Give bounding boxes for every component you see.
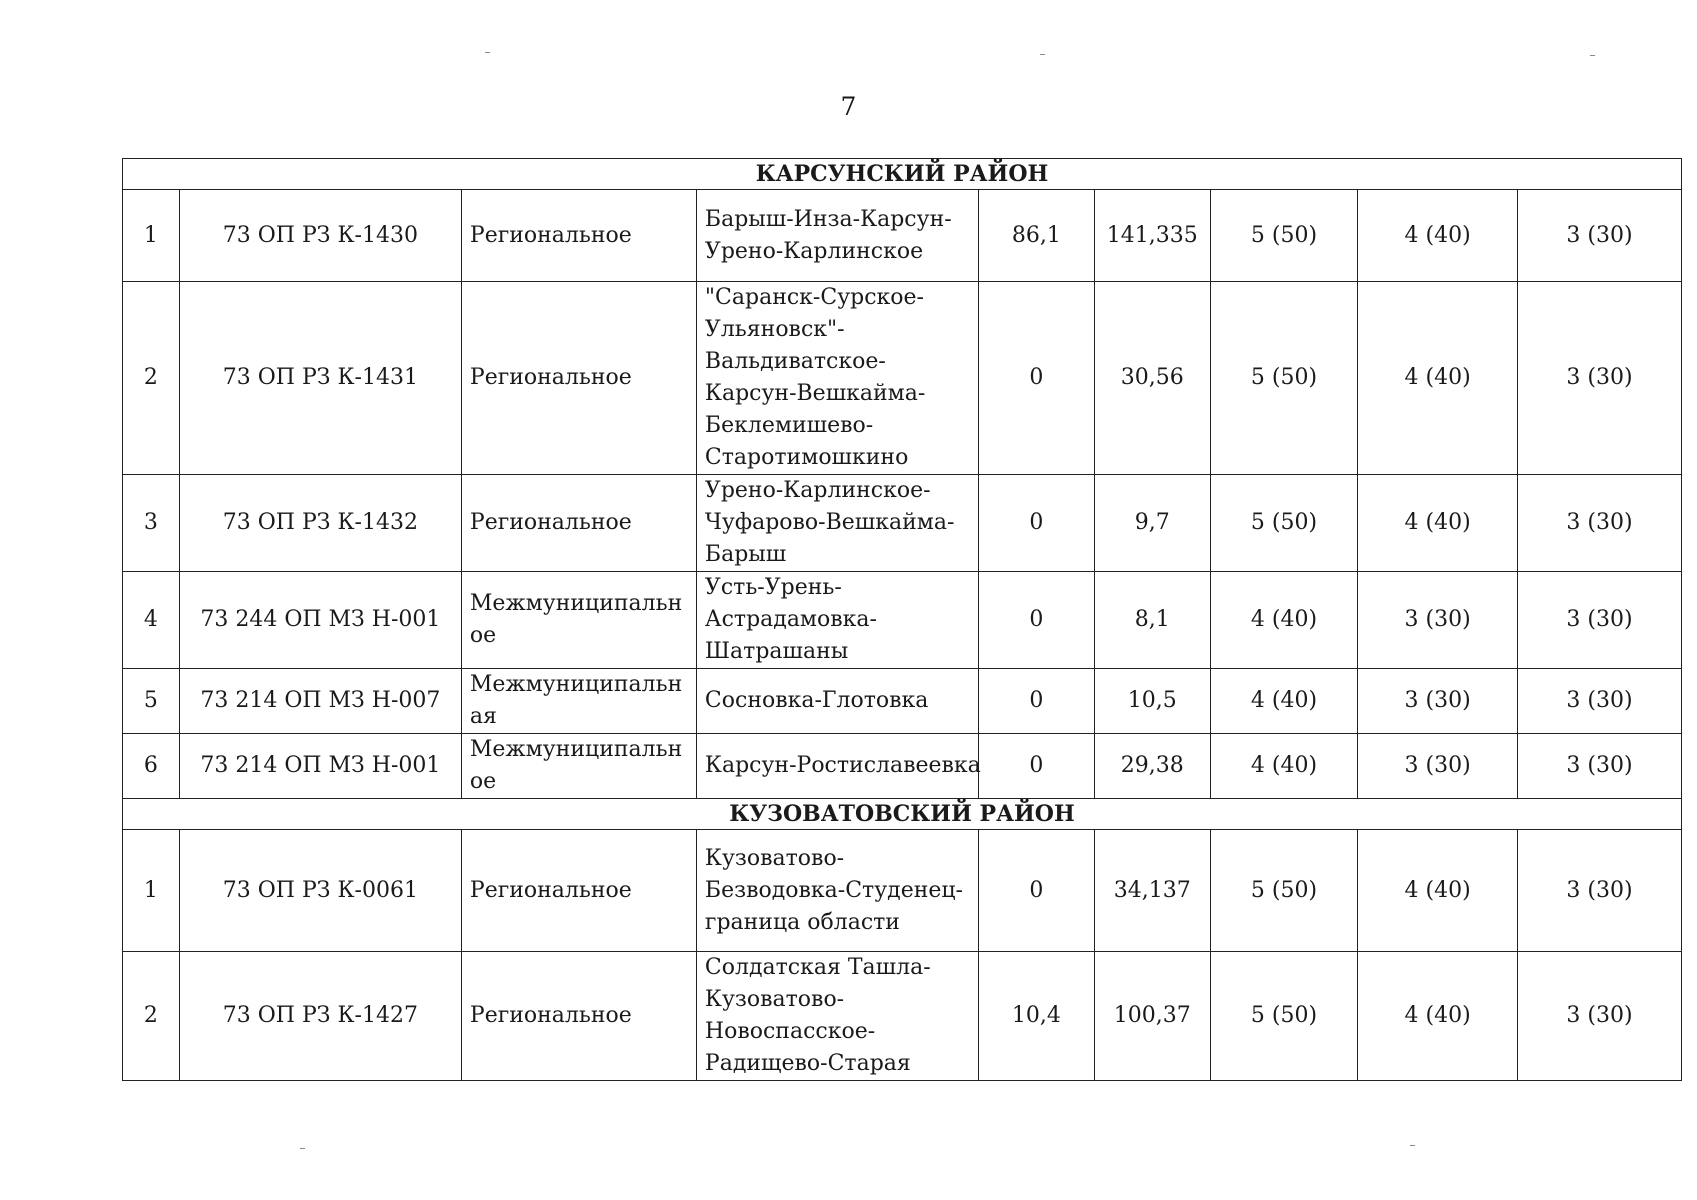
value-5: 3 (30) xyxy=(1517,190,1681,282)
value-4: 4 (40) xyxy=(1358,830,1518,952)
table-row xyxy=(123,952,1682,1081)
value-5: 3 (30) xyxy=(1517,669,1681,734)
row-number: 3 xyxy=(123,475,180,572)
value-2: 10,5 xyxy=(1094,669,1210,734)
value-1: 0 xyxy=(978,830,1094,952)
value-2: 29,38 xyxy=(1094,734,1210,799)
district-header xyxy=(123,799,1682,830)
value-4: 4 (40) xyxy=(1358,282,1518,475)
road-significance: Межмуниципальная xyxy=(461,669,696,734)
value-2: 30,56 xyxy=(1094,282,1210,475)
scan-speck xyxy=(1040,54,1045,55)
road-id: 73 214 ОП МЗ Н-001 xyxy=(179,734,461,799)
value-4: 3 (30) xyxy=(1358,734,1518,799)
row-number: 1 xyxy=(123,190,180,282)
value-3: 5 (50) xyxy=(1210,830,1358,952)
road-id: 73 ОП РЗ К-1427 xyxy=(179,952,461,1081)
road-id: 73 ОП РЗ К-0061 xyxy=(179,830,461,952)
value-4: 4 (40) xyxy=(1358,952,1518,1081)
scan-speck xyxy=(300,1148,305,1149)
roads-table xyxy=(122,158,1682,1081)
district-title: КУЗОВАТОВСКИЙ РАЙОН xyxy=(123,799,1682,830)
value-3: 4 (40) xyxy=(1210,669,1358,734)
road-name: Барыш-Инза-Карсун-Урено-Карлинское xyxy=(696,190,978,282)
road-name: Урено-Карлинское-Чуфарово-Вешкайма-Барыш xyxy=(696,475,978,572)
road-name: Усть-Урень-Астрадамовка-Шатрашаны xyxy=(696,572,978,669)
value-2: 34,137 xyxy=(1094,830,1210,952)
value-1: 0 xyxy=(978,669,1094,734)
road-significance: Региональное xyxy=(461,190,696,282)
road-id: 73 214 ОП МЗ Н-007 xyxy=(179,669,461,734)
row-number: 4 xyxy=(123,572,180,669)
road-significance: Межмуниципальное xyxy=(461,734,696,799)
table-row xyxy=(123,734,1682,799)
value-3: 5 (50) xyxy=(1210,282,1358,475)
road-name: Карсун-Ростиславеевка xyxy=(696,734,978,799)
value-5: 3 (30) xyxy=(1517,734,1681,799)
value-5: 3 (30) xyxy=(1517,572,1681,669)
table-row xyxy=(123,830,1682,952)
road-significance: Региональное xyxy=(461,830,696,952)
table-row xyxy=(123,282,1682,475)
road-name: Кузоватово-Безводовка-Студенец-граница области xyxy=(696,830,978,952)
road-name: "Саранск-Сурское-Ульяновск"-Вальдиватское-Карсун-Вешкайма-Беклемишево-Старотимошкино xyxy=(696,282,978,475)
value-2: 141,335 xyxy=(1094,190,1210,282)
row-number: 5 xyxy=(123,669,180,734)
road-id: 73 ОП РЗ К-1432 xyxy=(179,475,461,572)
table-row xyxy=(123,190,1682,282)
road-significance: Региональное xyxy=(461,475,696,572)
table-row xyxy=(123,669,1682,734)
road-id: 73 ОП РЗ К-1430 xyxy=(179,190,461,282)
value-4: 4 (40) xyxy=(1358,190,1518,282)
road-name: Солдатская Ташла-Кузоватово-Новоспасское-Радищево-Старая xyxy=(696,952,978,1081)
scan-speck xyxy=(485,52,490,53)
value-5: 3 (30) xyxy=(1517,830,1681,952)
value-4: 3 (30) xyxy=(1358,572,1518,669)
value-5: 3 (30) xyxy=(1517,282,1681,475)
table-row xyxy=(123,572,1682,669)
road-significance: Региональное xyxy=(461,282,696,475)
road-id: 73 ОП РЗ К-1431 xyxy=(179,282,461,475)
value-3: 5 (50) xyxy=(1210,190,1358,282)
value-3: 5 (50) xyxy=(1210,952,1358,1081)
value-1: 10,4 xyxy=(978,952,1094,1081)
value-1: 0 xyxy=(978,572,1094,669)
value-2: 8,1 xyxy=(1094,572,1210,669)
row-number: 2 xyxy=(123,952,180,1081)
value-3: 5 (50) xyxy=(1210,475,1358,572)
value-2: 100,37 xyxy=(1094,952,1210,1081)
road-id: 73 244 ОП МЗ Н-001 xyxy=(179,572,461,669)
value-4: 4 (40) xyxy=(1358,475,1518,572)
scan-speck xyxy=(1410,1145,1415,1146)
road-name: Сосновка-Глотовка xyxy=(696,669,978,734)
value-3: 4 (40) xyxy=(1210,572,1358,669)
page-number: 7 xyxy=(840,92,857,121)
value-1: 0 xyxy=(978,475,1094,572)
table-row xyxy=(123,475,1682,572)
value-4: 3 (30) xyxy=(1358,669,1518,734)
row-number: 2 xyxy=(123,282,180,475)
value-2: 9,7 xyxy=(1094,475,1210,572)
value-1: 0 xyxy=(978,282,1094,475)
district-header xyxy=(123,159,1682,190)
road-significance: Межмуниципальное xyxy=(461,572,696,669)
scan-speck xyxy=(1590,55,1595,56)
row-number: 1 xyxy=(123,830,180,952)
value-3: 4 (40) xyxy=(1210,734,1358,799)
value-5: 3 (30) xyxy=(1517,475,1681,572)
row-number: 6 xyxy=(123,734,180,799)
value-5: 3 (30) xyxy=(1517,952,1681,1081)
value-1: 86,1 xyxy=(978,190,1094,282)
value-1: 0 xyxy=(978,734,1094,799)
district-title: КАРСУНСКИЙ РАЙОН xyxy=(123,159,1682,190)
road-significance: Региональное xyxy=(461,952,696,1081)
